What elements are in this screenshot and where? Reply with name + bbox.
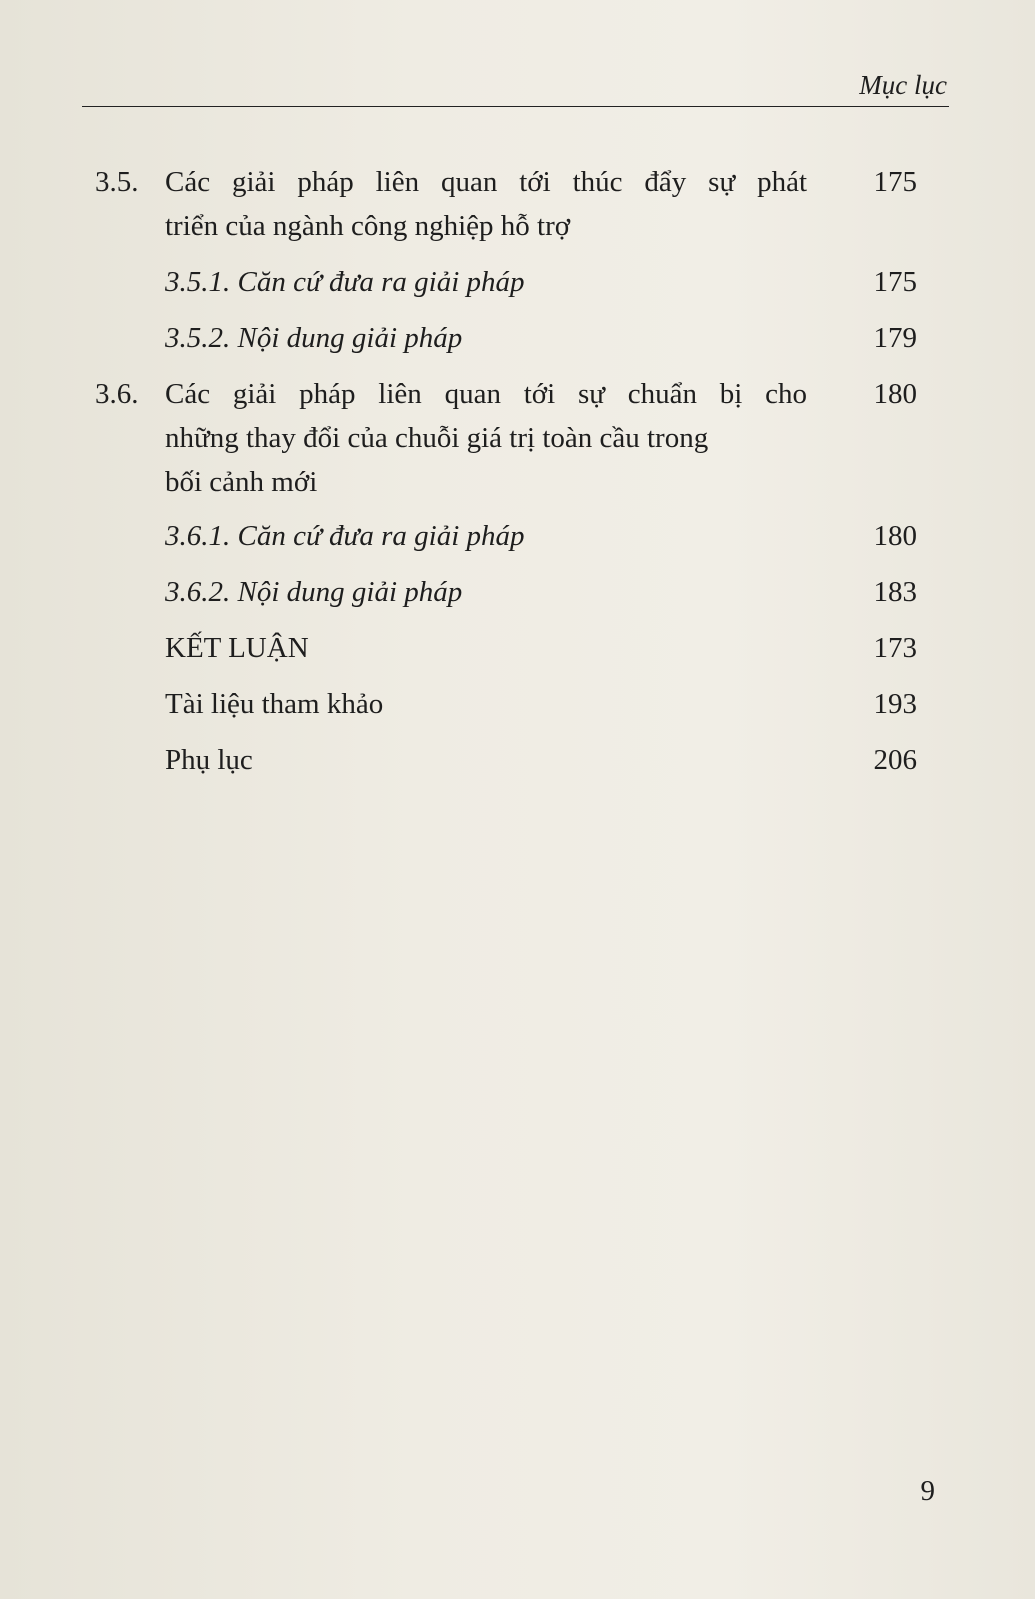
toc-entry-title: 3.5.2. Nội dung giải pháp: [165, 322, 463, 354]
toc-entry-title: 3.6.1. Căn cứ đưa ra giải pháp: [165, 520, 525, 552]
toc-entry-page: 183: [873, 576, 917, 608]
toc-entry-page: 179: [873, 322, 917, 354]
toc-entry-line: triển của ngành công nghiệp hỗ trợ: [165, 210, 571, 242]
toc-entry-page: 180: [873, 378, 917, 410]
toc-entry-page: 206: [873, 744, 917, 776]
toc-entry-line: Các giải pháp liên quan tới sự chuẩn bị cho: [165, 378, 807, 410]
toc-entry-page: 175: [873, 166, 917, 198]
toc-entry-number: 3.6.: [95, 378, 139, 410]
toc-entry-title: 3.6.2. Nội dung giải pháp: [165, 576, 463, 608]
toc-entry-3-5-2: [165, 316, 917, 360]
toc-entry-line: Các giải pháp liên quan tới thúc đẩy sự phát: [165, 166, 807, 198]
toc-entry-3-5: [95, 160, 917, 250]
toc-entry-page: 175: [873, 266, 917, 298]
toc-entry-title: Tài liệu tham khảo: [165, 688, 384, 720]
toc-entry-line: những thay đổi của chuỗi giá trị toàn cầu trong: [165, 422, 709, 454]
toc-entry-references: [165, 682, 917, 726]
toc-entry-3-6: [95, 372, 917, 506]
toc-entry-page: 173: [873, 632, 917, 664]
toc-entry-number: 3.5.: [95, 166, 139, 198]
toc-entry-title: Phụ lục: [165, 744, 253, 776]
toc-entry-line: bối cảnh mới: [165, 466, 318, 498]
toc-entry-3-6-1: [165, 514, 917, 558]
toc-entry-3-5-1: [165, 260, 917, 304]
toc-entry-title: KẾT LUẬN: [165, 632, 309, 664]
toc-entry-3-6-2: [165, 570, 917, 614]
toc-entry-appendix: [165, 738, 917, 782]
running-header-title: Mục lục: [859, 70, 947, 100]
toc-entry-page: 180: [873, 520, 917, 552]
toc-entry-conclusion: [165, 626, 917, 670]
toc-entry-title: 3.5.1. Căn cứ đưa ra giải pháp: [165, 266, 525, 298]
page-number: 9: [920, 1475, 935, 1507]
toc-entry-page: 193: [873, 688, 917, 720]
header-rule: [82, 106, 949, 107]
